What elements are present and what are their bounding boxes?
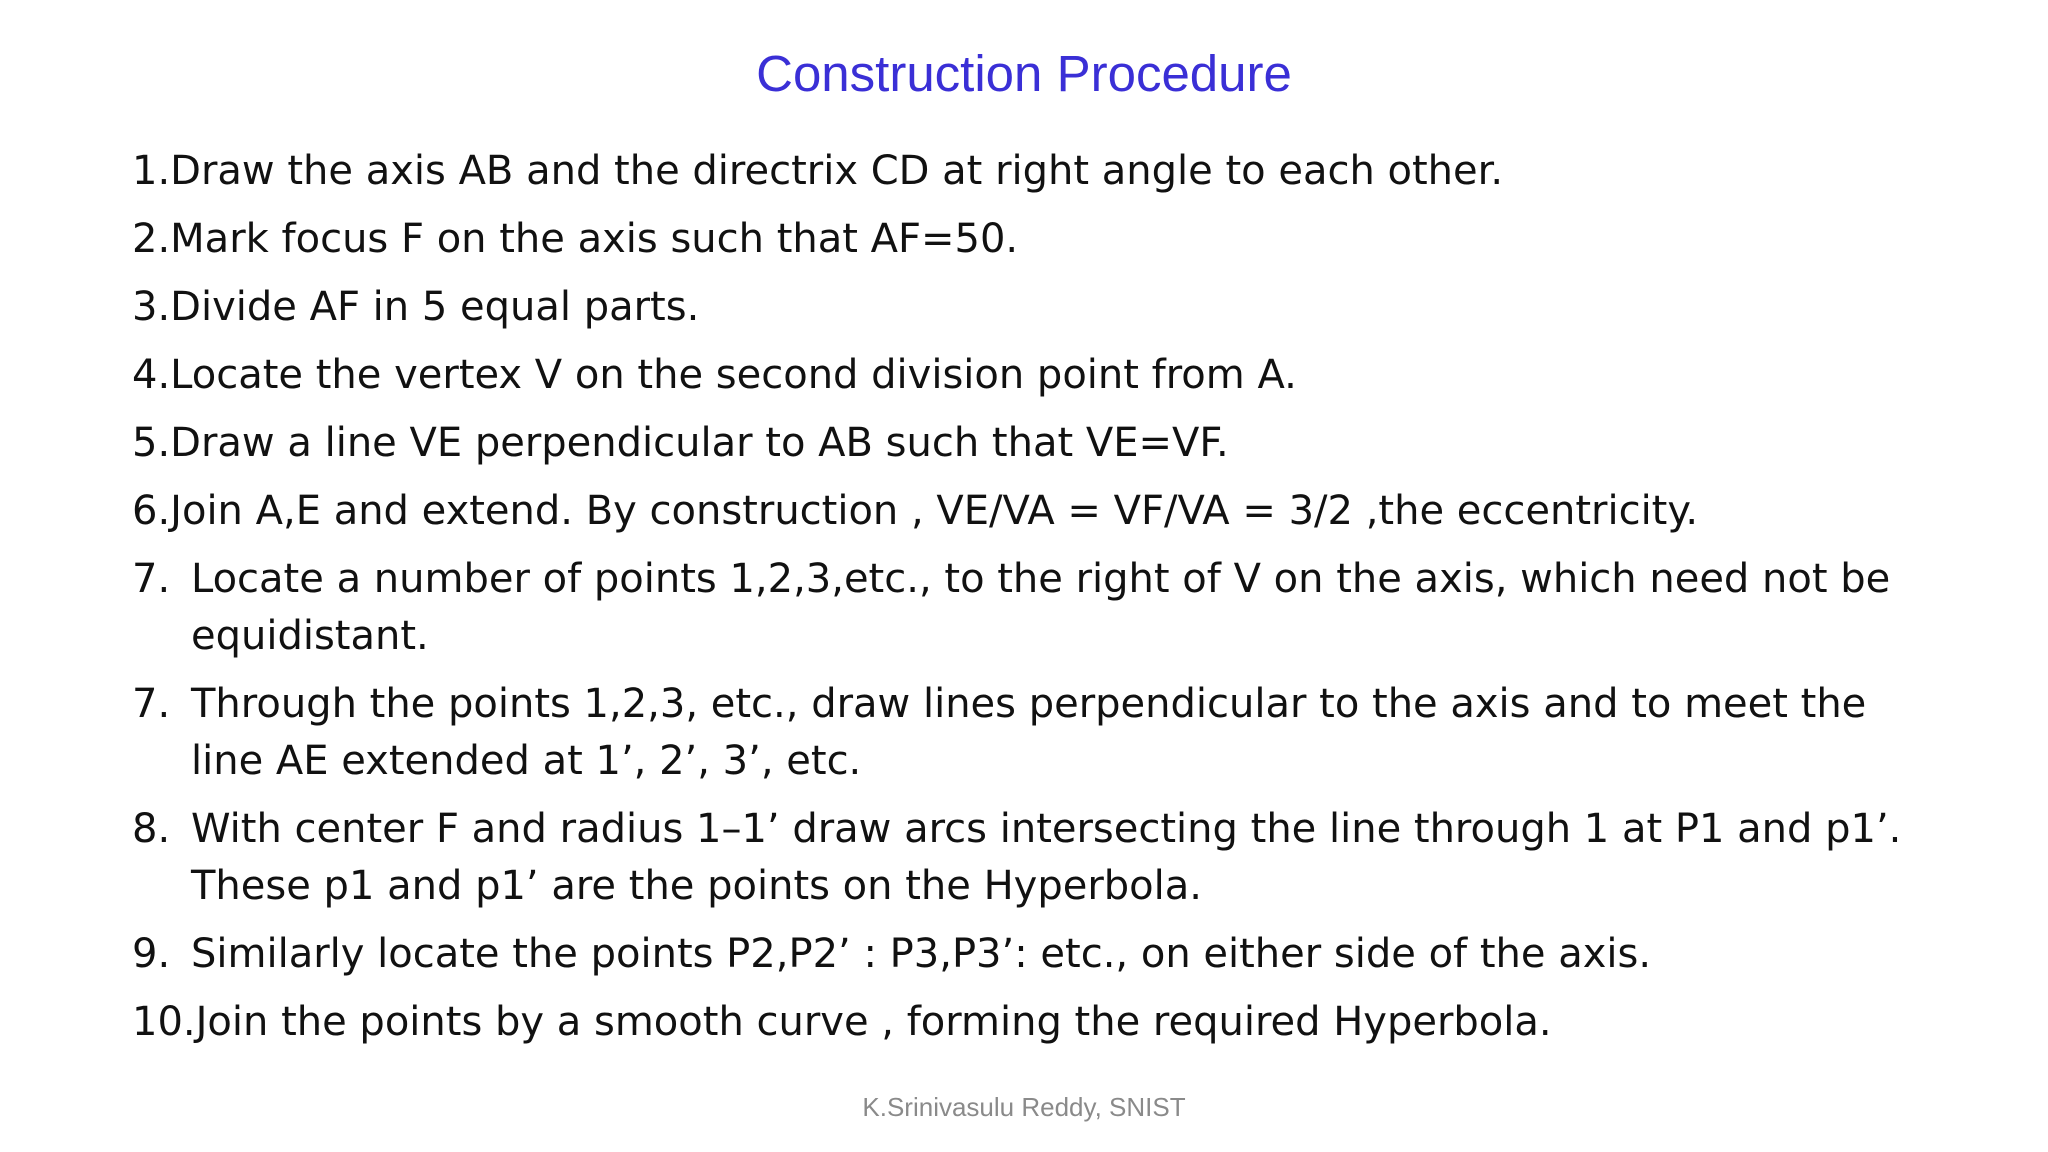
step-text: Mark focus F on the axis such that AF=50.: [170, 216, 1019, 262]
list-item: [132, 415, 2012, 472]
list-item: [132, 483, 2012, 540]
step-number: 5.: [132, 420, 171, 466]
step-number: 2.: [132, 216, 171, 262]
list-item: [132, 926, 2012, 983]
list-item: [132, 143, 2012, 200]
list-item: [132, 347, 2012, 404]
step-text: Locate a number of points 1,2,3,etc., to the right of V on the axis, which need not be equidistant.: [191, 556, 1891, 659]
step-number: 4.: [132, 352, 171, 398]
slide-footer: K.Srinivasulu Reddy, SNIST: [862, 1092, 1186, 1122]
list-item: [132, 211, 2012, 268]
step-text: Draw a line VE perpendicular to AB such that VE=VF.: [170, 420, 1229, 466]
step-text: Through the points 1,2,3, etc., draw lines perpendicular to the axis and to meet the line AE extended at 1’, 2’, 3’, etc.: [191, 681, 1867, 784]
slide-title: Construction Procedure: [756, 45, 1292, 102]
step-number: 6.: [132, 488, 171, 534]
step-number: 8.: [132, 806, 171, 852]
step-text: Divide AF in 5 equal parts.: [170, 284, 700, 330]
procedure-list: [132, 143, 2012, 1062]
step-number: 10.: [132, 999, 196, 1045]
step-number: 9.: [132, 931, 171, 977]
list-item: [132, 551, 2012, 665]
step-text: Join the points by a smooth curve , forming the required Hyperbola.: [195, 999, 1552, 1045]
list-item: [132, 676, 2012, 790]
list-item: [132, 279, 2012, 336]
step-number: 7.: [132, 556, 171, 602]
list-item: [132, 994, 2012, 1051]
step-number: 1.: [132, 148, 171, 194]
step-text: Draw the axis AB and the directrix CD at right angle to each other.: [170, 148, 1504, 194]
step-text: Locate the vertex V on the second division point from A.: [170, 352, 1297, 398]
step-text: With center F and radius 1–1’ draw arcs intersecting the line through 1 at P1 and p1’. These p1 and p1’ are the points on the Hyperbola.: [191, 806, 1902, 909]
step-number: 7.: [132, 681, 171, 727]
step-number: 3.: [132, 284, 171, 330]
list-item: [132, 801, 2012, 915]
step-text: Join A,E and extend. By construction , VE/VA = VF/VA = 3/2 ,the eccentricity.: [170, 488, 1699, 534]
step-text: Similarly locate the points P2,P2’ : P3,P3’: etc., on either side of the axis.: [191, 931, 1652, 977]
